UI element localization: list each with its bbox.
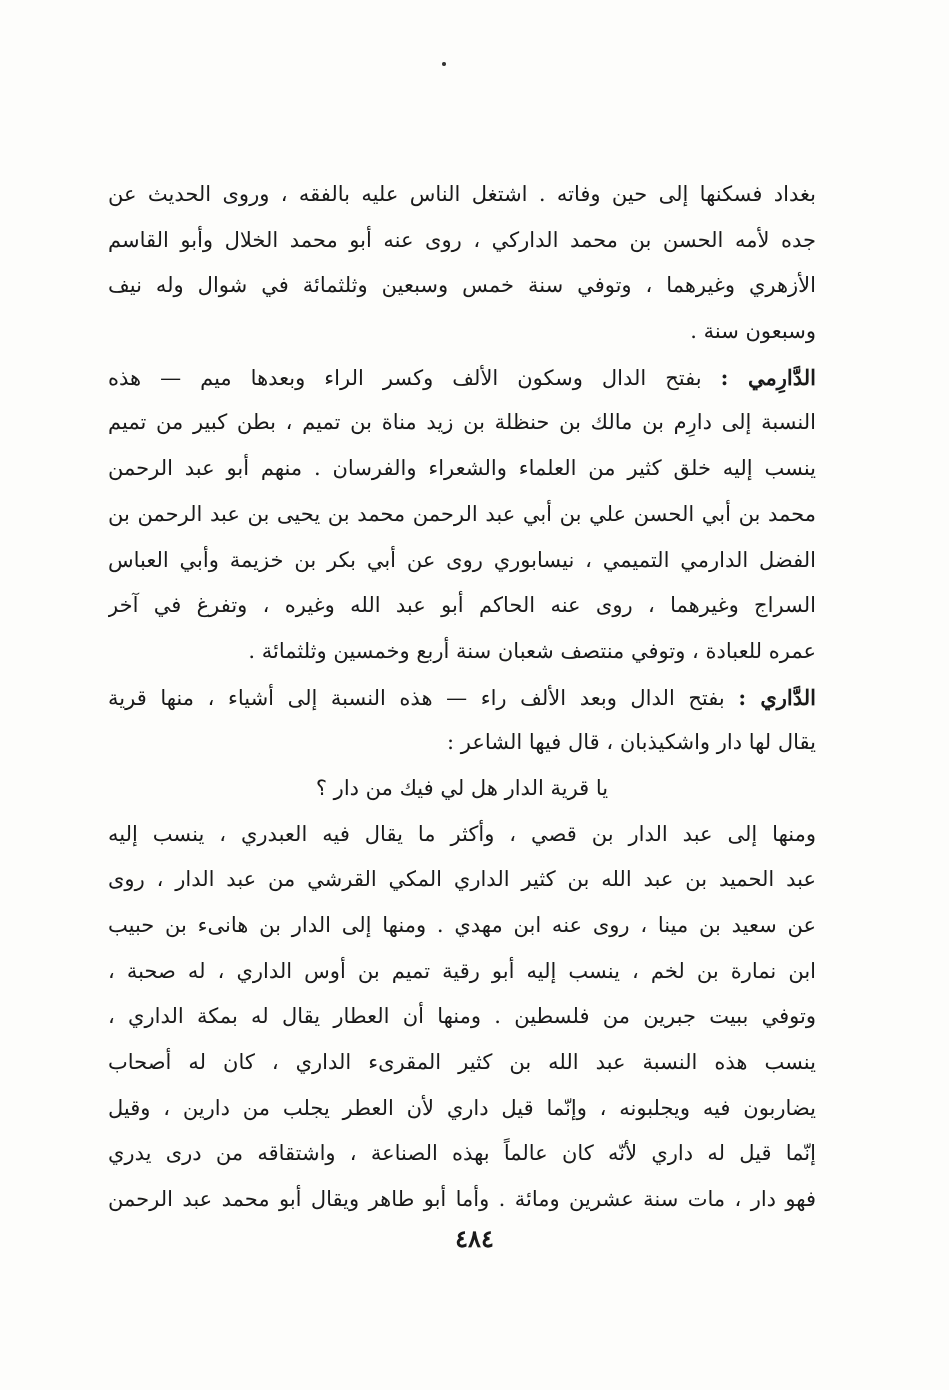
entry-term-dari: الدَّاري : <box>738 684 816 710</box>
entry-term-darimi: الدَّارِمي : <box>720 364 816 390</box>
text-line: جده لأمه الحسن بن محمد الداركي ، روى عنه أبو محمد الخلال وأبو القاسم <box>108 227 816 252</box>
text-line: عبد الحميد بن عبد الله بن كثير الداري المكي القرشي من عبد الدار ، روى <box>108 867 816 892</box>
entry-darimi-heading <box>108 355 816 401</box>
text-line: إنّما قيل له داري لأنّه كان عالماً بهذه الصناعة ، واشتقاقه من درى يدري <box>108 1141 816 1166</box>
paper-speck <box>442 62 446 66</box>
text-line: وتوفي ببيت جبرين من فلسطين . ومنها أن العطار يقال له بمكة الداري ، <box>108 1004 816 1029</box>
text-line: عن سعيد بن مينا ، روى عنه ابن مهدي . ومنها إلى الدار بن هانىء بن حبيب <box>108 913 816 937</box>
text-line: يضاربون فيه ويجلبونه ، وإنّما قيل داري لأن العطر يجلب من دارين ، وقيل <box>108 1095 816 1120</box>
verse-line: يا قرية الدار هل لي فيك من دار ؟ <box>315 775 609 800</box>
text-line: ينسب هذه النسبة عبد الله بن كثير المقرىء الداري ، كان له أصحاب <box>108 1050 816 1075</box>
text-line: محمد بن أبي الحسن علي بن أبي عبد الرحمن محمد بن يحيى بن عبد الرحمن بن <box>108 501 816 526</box>
text-line: يقال لها دار واشكيذبان ، قال فيها الشاعر : <box>446 730 816 755</box>
text-line: السراج وغيرهما ، روى عنه الحاكم أبو عبد الله وغيره ، وتفرغ في آخر <box>108 593 816 618</box>
body-text <box>108 172 816 1223</box>
text-line: النسبة إلى دارِم بن مالك بن حنظلة بن زيد مناة بن تميم ، بطن كبير من تميم <box>108 410 816 435</box>
text-line: بغداد فسكنها إلى حين وفاته . اشتغل الناس عليه بالفقه ، وروى الحديث عن <box>108 182 816 206</box>
text-line: ومنها إلى عبد الدار بن قصي ، وأكثر ما يقال فيه العبدري ، ينسب إليه <box>108 821 816 846</box>
entry-dari-heading <box>108 675 816 721</box>
entry-definition: بفتح الدال وسكون الألف وكسر الراء وبعدها ميم — هذه <box>108 365 702 390</box>
text-line: ينسب إليه خلق كثير من العلماء والشعراء والفرسان . منهم أبو عبد الرحمن <box>108 456 816 481</box>
page-number: ٤٨٤ <box>455 1224 494 1253</box>
text-line: الأزهري وغيرهما ، وتوفي سنة خمس وسبعين وثلثمائة في شوال وله نيف <box>108 273 816 298</box>
text-line: فهو دار ، مات سنة عشرين ومائة . وأما أبو طاهر ويقال أبو محمد عبد الرحمن <box>108 1187 816 1212</box>
text-line: الفضل الدارمي التميمي ، نيسابوري روى عن أبي بكر بن خزيمة وأبي العباس <box>108 547 816 572</box>
text-line: ابن نمارة بن لخم ، ينسب إليه أبو رقية تميم بن أوس الداري ، له صحبة ، <box>108 958 816 983</box>
text-line: وسبعون سنة . <box>690 319 816 344</box>
text-line: عمره للعبادة ، وتوفي منتصف شعبان سنة أربع وخمسين وثلثمائة . <box>248 638 816 663</box>
entry-definition: بفتح الدال وبعد الألف راء — هذه النسبة إلى أشياء ، منها قرية <box>108 685 725 710</box>
